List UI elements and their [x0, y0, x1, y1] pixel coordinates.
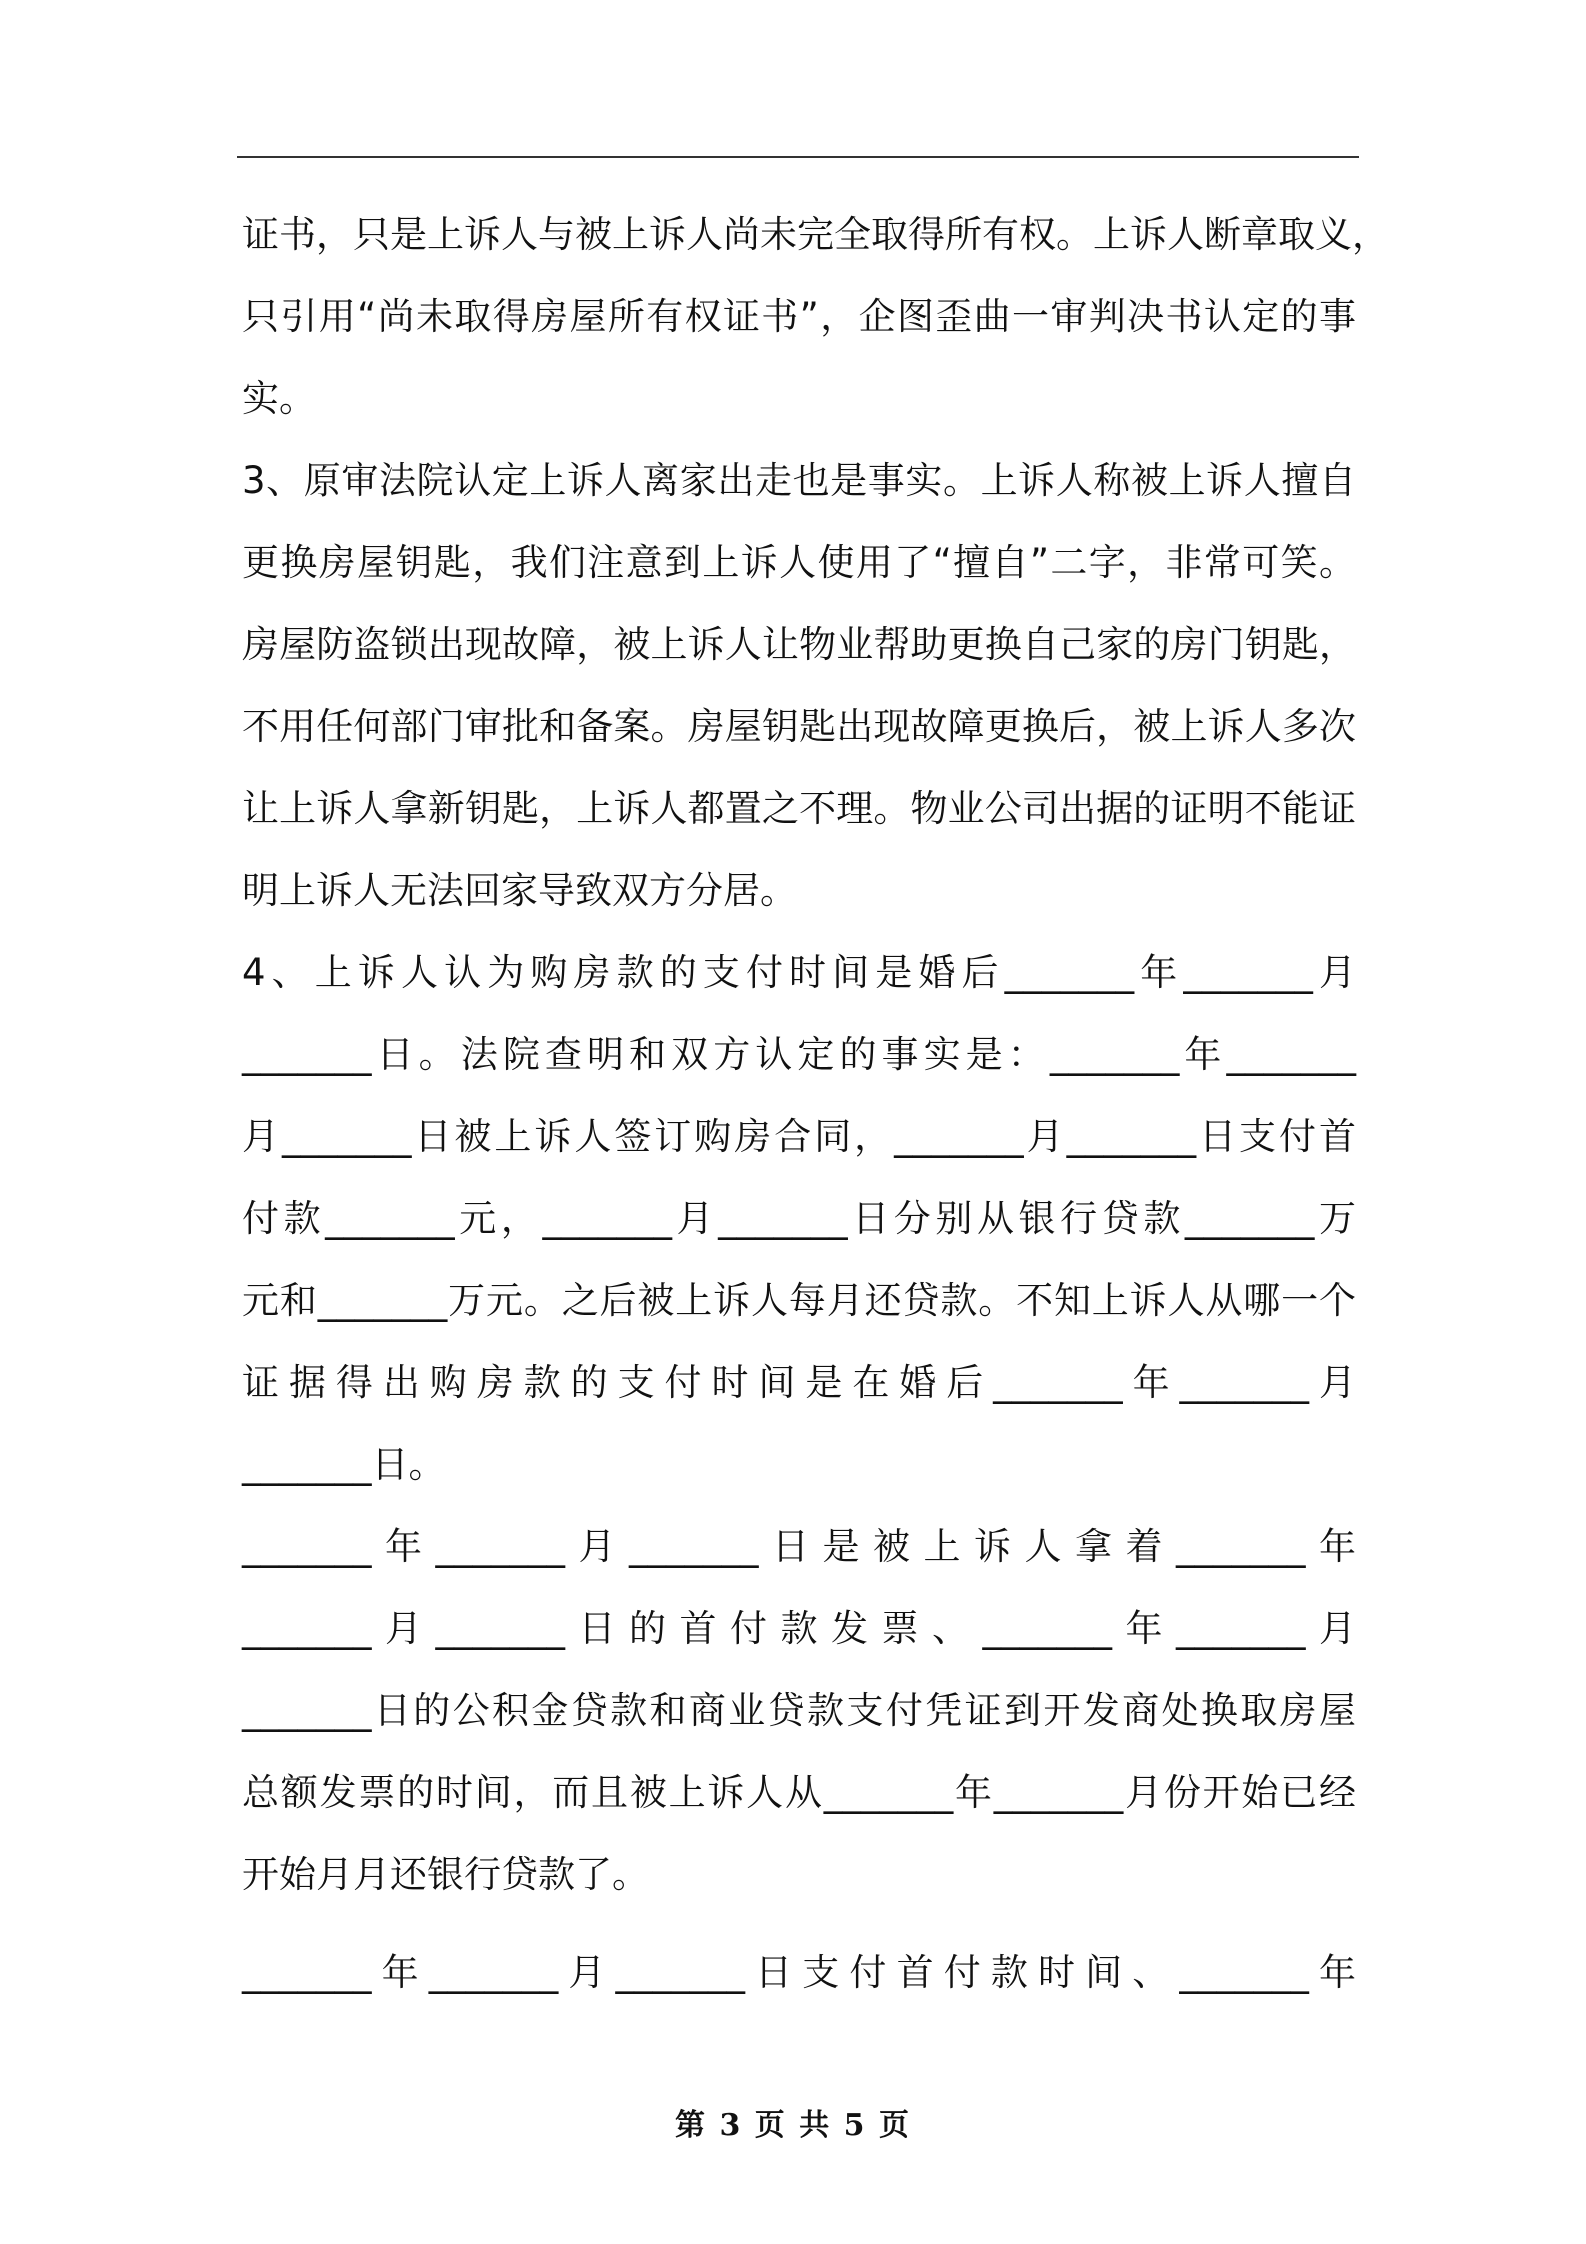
- text-line: _______年_______月_______日是被上诉人拿着_______年: [242, 1525, 1356, 1568]
- page-number-footer: 第 3 页 共 5 页: [675, 2108, 911, 2143]
- body-text: [242, 194, 1389, 2014]
- text-line: 开始月月还银行贷款了。: [242, 1853, 649, 1896]
- text-line: 月_______日被上诉人签订购房合同，_______月_______日支付首: [242, 1115, 1356, 1158]
- text-line: 证据得出购房款的支付时间是在婚后_______年_______月: [242, 1361, 1356, 1404]
- paragraph-gap: [242, 1916, 1356, 1932]
- text-line: 不用任何部门审批和备案。房屋钥匙出现故障更换后，被上诉人多次: [242, 705, 1356, 748]
- text-line: 明上诉人无法回家导致双方分居。: [242, 869, 797, 912]
- text-line: 3、原审法院认定上诉人离家出走也是事实。上诉人称被上诉人擅自: [242, 459, 1356, 502]
- text-line: 4、上诉人认为购房款的支付时间是婚后_______年_______月: [242, 951, 1356, 994]
- text-line: 房屋防盗锁出现故障，被上诉人让物业帮助更换自己家的房门钥匙，: [242, 623, 1356, 666]
- text-line: _______月_______日的首付款发票、_______年_______月: [242, 1607, 1356, 1650]
- text-line: 元和_______万元。之后被上诉人每月还贷款。不知上诉人从哪一个: [242, 1279, 1356, 1322]
- header-rule: [237, 156, 1359, 158]
- text-line: 付款_______元，_______月_______日分别从银行贷款_______万: [242, 1197, 1356, 1240]
- text-line: 总额发票的时间，而且被上诉人从_______年_______月份开始已经: [242, 1771, 1356, 1814]
- text-line: 让上诉人拿新钥匙，上诉人都置之不理。物业公司出据的证明不能证: [242, 787, 1356, 830]
- text-line: 只引用“尚未取得房屋所有权证书”，企图歪曲一审判决书认定的事: [242, 295, 1356, 338]
- text-line: _______日。法院查明和双方认定的事实是：_______年_______: [242, 1033, 1356, 1076]
- text-line: 更换房屋钥匙，我们注意到上诉人使用了“擅自”二字，非常可笑。: [242, 541, 1356, 584]
- text-line: _______日。: [242, 1443, 446, 1486]
- text-line: _______年_______月_______日支付首付款时间、_______年: [242, 1951, 1356, 1994]
- text-line: 证书，只是上诉人与被上诉人尚未完全取得所有权。上诉人断章取义，: [242, 213, 1389, 256]
- text-line: 实。: [242, 377, 316, 420]
- text-line: _______日的公积金贷款和商业贷款支付凭证到开发商处换取房屋: [242, 1689, 1356, 1732]
